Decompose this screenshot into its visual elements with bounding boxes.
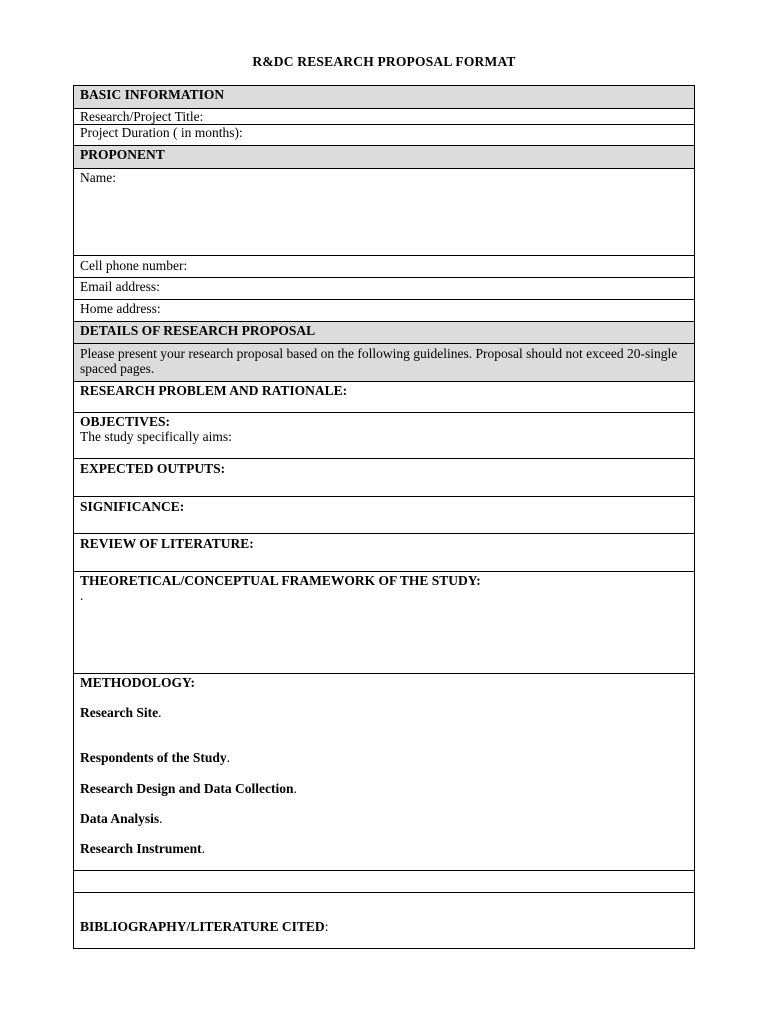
email-field: Email address: xyxy=(74,277,694,299)
expected-outputs-section: EXPECTED OUTPUTS: xyxy=(74,458,694,496)
objectives-text: The study specifically aims: xyxy=(80,429,232,444)
name-field: Name: xyxy=(74,168,694,255)
framework-text: . xyxy=(80,588,84,603)
document-title: R&DC RESEARCH PROPOSAL FORMAT xyxy=(252,54,516,69)
methodology-heading: METHODOLOGY: xyxy=(80,675,196,690)
home-address-field: Home address: xyxy=(74,299,694,321)
review-literature-section: REVIEW OF LITERATURE: xyxy=(74,533,694,571)
framework-heading: THEORETICAL/CONCEPTUAL FRAMEWORK OF THE STUDY: xyxy=(80,573,481,588)
research-title-field: Research/Project Title: xyxy=(74,108,694,124)
basic-information-heading: BASIC INFORMATION xyxy=(74,86,694,108)
methodology-item: Data Analysis. xyxy=(80,811,163,826)
details-heading: DETAILS OF RESEARCH PROPOSAL xyxy=(74,321,694,343)
framework-section xyxy=(74,571,694,673)
project-duration-field: Project Duration ( in months): xyxy=(74,124,694,145)
methodology-item: Research Site. xyxy=(80,705,162,720)
bibliography-heading: BIBLIOGRAPHY/LITERATURE CITED xyxy=(80,919,325,934)
methodology-item: Research Design and Data Collection. xyxy=(80,781,297,796)
methodology-item: Research Instrument. xyxy=(80,841,205,856)
proposal-form-table xyxy=(73,85,695,949)
significance-section: SIGNIFICANCE: xyxy=(74,496,694,533)
objectives-heading: OBJECTIVES: xyxy=(80,414,171,429)
proponent-heading: PROPONENT xyxy=(74,145,694,168)
cell-phone-field: Cell phone number: xyxy=(74,255,694,277)
blank-row xyxy=(74,870,694,892)
bibliography-section: BIBLIOGRAPHY/LITERATURE CITED: xyxy=(74,892,694,948)
methodology-section xyxy=(74,673,694,870)
methodology-item: Respondents of the Study. xyxy=(80,750,231,765)
objectives-section xyxy=(74,412,694,458)
details-guideline: Please present your research proposal based on the following guidelines. Proposal should not exceed 20-single spaced pages. xyxy=(74,343,694,381)
research-problem-section: RESEARCH PROBLEM AND RATIONALE: xyxy=(74,381,694,412)
